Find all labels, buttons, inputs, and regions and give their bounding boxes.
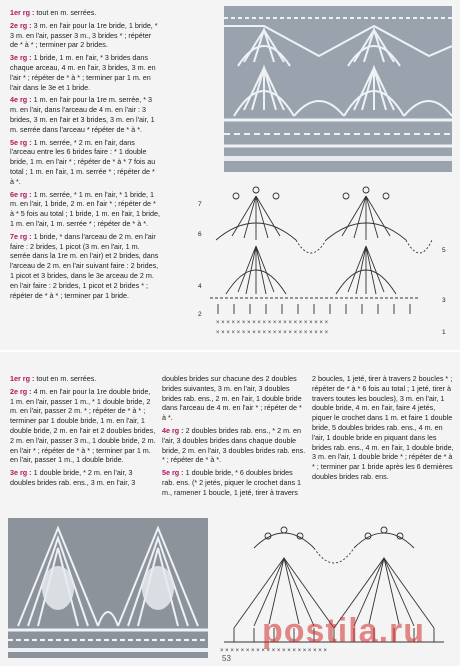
lace-photo-top bbox=[224, 6, 452, 172]
row-3: 3e rg : 1 bride, 1 m. en l'air, * 3 brides dans chaque arceau, 4 m. en l'air, 3 brides, 3 m. en l'air * ; répéter de * à * ; terminer par 1 m. en l'air dans le 3e et 1 bride. bbox=[10, 53, 156, 92]
chart-row-number: 3 bbox=[442, 297, 446, 304]
chart-row-number: 6 bbox=[198, 231, 202, 238]
row-6: 6e rg : 1 m. serrée, * 1 m. en l'air, * 1 bride, 1 m. en l'air, 1 bride, 2 m. en l'air * ; répéter de * à * 5 fois au total ; 1 bride, 1 m. en l'air, 1 bride, 1 m. en l'air, 1 m. serrée * ; répéter de * à *. bbox=[10, 189, 160, 228]
watermark: postila.ru bbox=[262, 612, 426, 650]
row-2: 2e rg : 3 m. en l'air pour la 1re bride, 1 bride, * 3 m. en l'air, passer 3 m., 3 brides * ; répéter de * à * ; terminer par 2 brides. bbox=[10, 20, 158, 50]
crochet-chart-top bbox=[196, 176, 458, 338]
svg-text:× × × × × × × × × × × × × × ×: × × × × × × × × × × × × × × × × × × × × × × bbox=[216, 320, 329, 326]
chart-row-number: 7 bbox=[198, 201, 202, 208]
chart-row-number: 1 bbox=[442, 329, 446, 336]
chart-row-number: 4 bbox=[198, 283, 202, 290]
b-row-5: 5e rg : 1 double bride, * 6 doubles brides rab. ens. (* 2 jetés, piquer le crochet dans 1 m., ramener 1 boucle, 1 jeté, tirer à travers bbox=[162, 468, 302, 497]
b-row-4: 4e rg : 2 doubles brides rab. ens., * 2 m. en l'air, 3 doubles brides dans chaque double bride, 2 m. en l'air, 3 doubles brides rab. ens. * ; répéter de * à *. bbox=[162, 425, 306, 465]
row-4: 4e rg : 1 m. en l'air pour la 1re m. serrée, * 3 m. en l'air, dans l'arceau de 4 m. en l'air : 3 brides, 3 m. en l'air et 3 brides, 3 m. en l'air, 1 m. serrée dans l'arceau * répéter de * à *. bbox=[10, 95, 155, 134]
chart-row-number: 5 bbox=[442, 247, 446, 254]
lace-photo-bottom-art bbox=[8, 518, 208, 658]
b-row-3: 3e rg : 1 double bride, * 2 m. en l'air, 3 doubles brides rab. ens., 3 m. en l'air, 3 bbox=[10, 468, 136, 487]
bottom-col-3 bbox=[312, 374, 454, 485]
b-row-5-cont: 2 boucles, 1 jeté, tirer à travers 2 boucles * ; répéter de * à * 6 fois au total ; 1 jeté, tirer à travers toutes les boucles), 3 m. en l'air, 1 double bride, 4 m. en l'air, faire 4 jetés, piquer le crochet dans 1 m. et faire 1 double bride, 5 doubles brides rab. ens., 4 m. en l'air, 1 double bride en piquant dans les brides rab. ens., 4 m. en l'air, 1 double bride, 3 m. en l'air, 1 double bride * ; répéter de * à * ; terminer par 1 bride après les 6 dernières doubles brides rab. ens. bbox=[312, 374, 454, 481]
section-divider bbox=[0, 350, 460, 352]
bottom-col-2 bbox=[162, 374, 306, 501]
svg-text:× × × × × × × × × × × × × × ×: × × × × × × × × × × × × × × × × × × × × × × bbox=[216, 330, 329, 336]
b-row-2: 2e rg : 4 m. en l'air pour la 1re double bride, 1 m. en l'air, passer 1 m., * 1 double bride, 2 m. en l'air, passer 2 m. * ; répéter de * à * ; terminer par 1 double bride, 1 m. en l'air, 1 double bride, 2 m. en l'air et 2 doubles brides, 2 m. en l'air, passer 3 m., 1 double bride, 2 m. en l'air * ; répéter de * à * ; terminer par 1 m. en l'air, passer 1 m., 1 double bride. bbox=[10, 386, 156, 465]
svg-text:× × × × × × × × × × × × × × ×: × × × × × × × × × × × × × × × × × × × × × bbox=[220, 648, 327, 654]
row-7: 7e rg : 1 bride, * dans l'arceau de 2 m. en l'air faire : 2 brides, 1 picot (3 m. en l'air, 1 m. serrée dans la 1re m. en l'air) et 2 brides, dans l'arceau de 2 m. en l'air suivant faire : 2 brides, 1 picot et 3 brides, dans le 3e arceau de 2 m. en l'air faire : 2 brides, 1 picot et 2 brides * ; répéter de * à * ; terminer par 1 bride. bbox=[10, 231, 159, 300]
lace-photo-bottom bbox=[8, 518, 208, 658]
chart-row-number: 2 bbox=[198, 311, 202, 318]
row-1: 1er rg : tout en m. serrées. bbox=[10, 8, 97, 17]
b-row-3-cont: doubles brides sur chacune des 2 doubles brides suivantes, 3 m. en l'air, 3 doubles brides rab. ens., 2 m. en l'air, 1 double bride dans l'arceau de 4 m. en l'air * ; répéter de * à *. bbox=[162, 374, 302, 423]
bottom-col-1 bbox=[10, 374, 156, 491]
row-5: 5e rg : 1 m. serrée, * 2 m. en l'air, dans l'arceau entre les 6 brides faire : * 1 double bride, 1 m. en l'air * ; répéter de * à * 7 fois au total ; 1 m. en l'air, 1 m. serrée * ; répéter de * à *. bbox=[10, 137, 156, 186]
lace-photo-top-art bbox=[224, 6, 452, 172]
b-row-1: 1er rg : tout en m. serrées. bbox=[10, 374, 97, 383]
crochet-chart-top-art bbox=[196, 176, 458, 338]
page-number: 53 bbox=[222, 654, 231, 663]
top-instructions bbox=[10, 8, 160, 303]
